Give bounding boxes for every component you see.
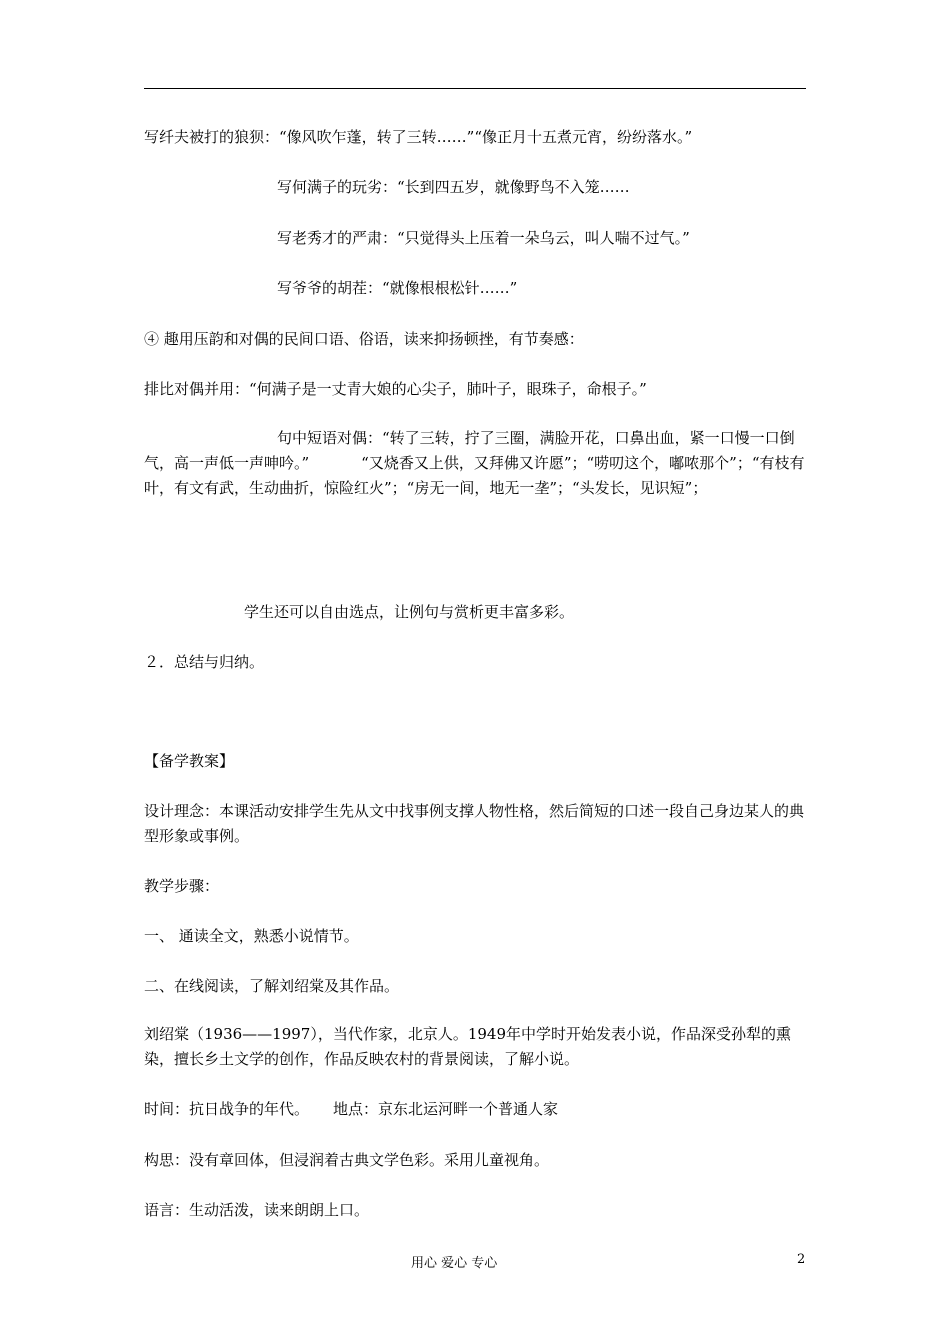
list-item: ④ 趣用压韵和对偶的民间口语、俗语，读来抑扬顿挫，有节奏感： xyxy=(144,330,584,348)
paragraph xyxy=(144,426,812,501)
list-item: 一、 通读全文，熟悉小说情节。 xyxy=(144,927,359,945)
text-line: 写纤夫被打的狼狈：“像风吹乍蓬，转了三转……”“像正月十五煮元宵，纷纷落水。” xyxy=(144,128,693,146)
text-line: 时间：抗日战争的年代。 xyxy=(144,1100,310,1118)
paragraph: 刘绍棠（1936——1997），当代作家，北京人。1949年中学时开始发表小说，作品深受孙犁的熏染，擅长乡土文学的创作，作品反映农村的背景阅读，了解小说。 xyxy=(144,1025,792,1068)
list-item: 二、在线阅读，了解刘绍棠及其作品。 xyxy=(144,977,400,995)
section-heading: ２．总结与归纳。 xyxy=(144,653,265,671)
text-line: 语言：生动活泼，读来朗朗上口。 xyxy=(144,1201,370,1219)
text-line: 构思：没有章回体，但浸润着古典文学色彩。采用儿童视角。 xyxy=(144,1151,550,1169)
paragraph-part: 句中短语对偶：“转了三转，拧了三圈，满脸开花，口鼻出血，紧一口慢一口倒气，高一声低一声呻吟。” xyxy=(144,429,795,472)
text-line: 写老秀才的严肃：“只觉得头上压着一朵乌云，叫人喘不过气。” xyxy=(277,229,690,247)
text-line: 学生还可以自由选点，让例句与赏析更丰富多彩。 xyxy=(244,603,575,621)
text-line: 地点：京东北运河畔一个普通人家 xyxy=(333,1100,559,1118)
text-line: 排比对偶并用：“何满子是一丈青大娘的心尖子，肺叶子，眼珠子，命根子。” xyxy=(144,380,647,398)
text-line: 写爷爷的胡茬：“就像根根松针……” xyxy=(277,279,518,297)
header-rule xyxy=(144,88,806,89)
paragraph: 设计理念：本课活动安排学生先从文中找事例支撑人物性格，然后简短的口述一段自己身边某人的典型形象或事例。 xyxy=(144,802,805,845)
section-heading: 【备学教案】 xyxy=(144,752,235,770)
paragraph-part: “又烧香又上供，又拜佛又许愿”；“唠叨这个，嘟哝那个”；“有枝有叶，有文有武，生动曲折，惊险红火”；“房无一间，地无一垄”；“头发长，见识短”； xyxy=(144,454,805,497)
footer-motto: 用心 爱心 专心 xyxy=(411,1256,498,1271)
section-heading: 教学步骤： xyxy=(144,877,220,895)
page-number: 2 xyxy=(797,1252,806,1267)
text-line: 写何满子的玩劣：“长到四五岁，就像野鸟不入笼…… xyxy=(277,178,630,196)
